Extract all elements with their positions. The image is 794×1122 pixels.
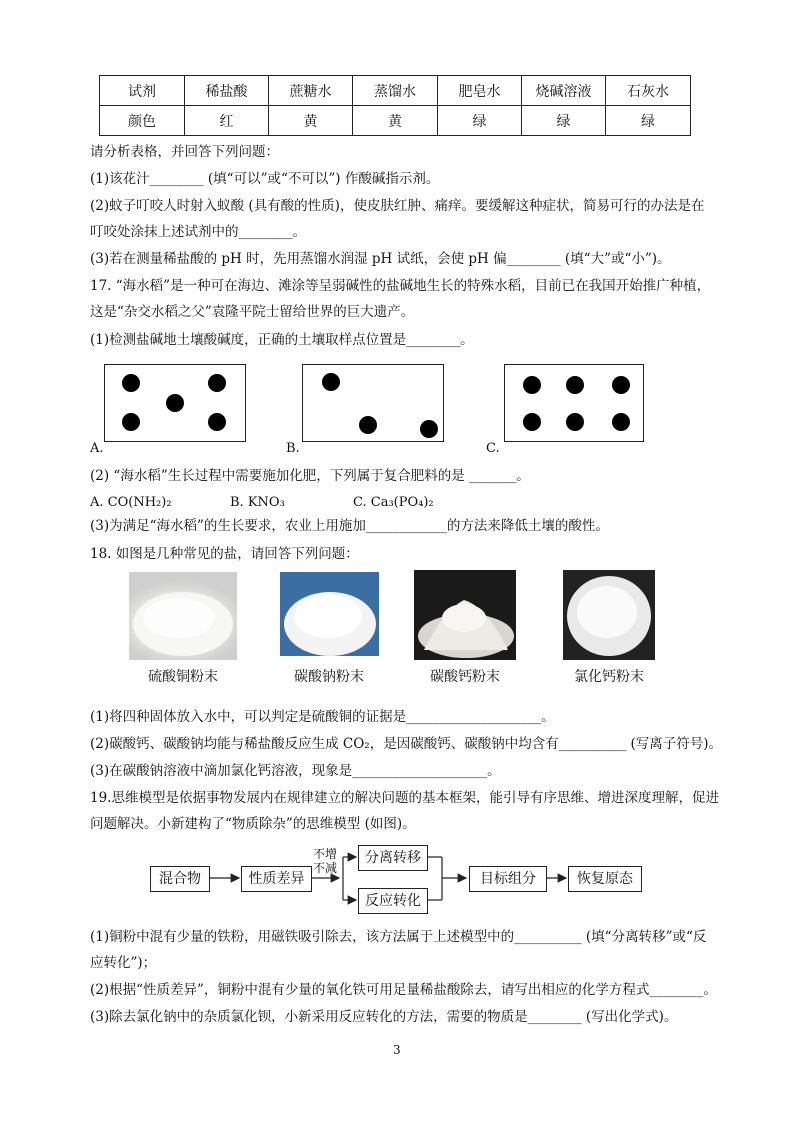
table-cell: 蔗糖水 bbox=[269, 76, 353, 106]
q17-part1: (1)检测盐碱地土壤酸碱度，正确的土壤取样点位置是________。 bbox=[90, 332, 474, 348]
flow-box-restore-state: 恢复原态 bbox=[568, 866, 642, 892]
table-cell: 烧碱溶液 bbox=[522, 76, 606, 106]
flow-label-no-reduce: 不减 bbox=[313, 861, 338, 875]
caption-copper-sulfate: 硫酸铜粉末 bbox=[148, 669, 218, 685]
q19-part3: (3)除去氯化钠中的杂质氯化钡，小新采用反应转化的方法，需要的物质是________ (写出化学式)。 bbox=[90, 1009, 678, 1025]
q17-title-line2: 这是“杂交水稻之父”袁隆平院士留给世界的巨大遗产。 bbox=[90, 304, 415, 320]
q19-title-line2: 问题解决。小新建构了“物质除杂”的思维模型 (如图)。 bbox=[90, 816, 416, 832]
q17-title-line1: 17. “海水稻”是一种可在海边、滩涂等呈弱碱性的盐碱地生长的特殊水稻，目前已在我国开始推广种植， bbox=[90, 278, 711, 294]
table-cell: 绿 bbox=[606, 106, 691, 136]
table-cell: 黄 bbox=[269, 106, 353, 136]
table-cell: 黄 bbox=[353, 106, 438, 136]
q19-title-line1: 19.思维模型是依据事物发展内在规律建立的解决问题的基本框架，能引导有序思维、增进深度理解，促进 bbox=[90, 790, 719, 806]
caption-sodium-carbonate: 碳酸钠粉末 bbox=[294, 669, 364, 685]
table-cell: 红 bbox=[185, 106, 269, 136]
q17-part2: (2) “海水稻”生长过程中需要施加化肥，下列属于复合肥料的是 _______。 bbox=[90, 468, 530, 484]
flow-box-target-component: 目标组分 bbox=[469, 866, 547, 892]
table-cell: 石灰水 bbox=[606, 76, 691, 106]
q17-part3: (3)为满足“海水稻”的生长要求，农业上用施加____________的方法来降低土壤的酸性。 bbox=[90, 518, 609, 534]
flow-box-property-difference: 性质差异 bbox=[241, 866, 312, 892]
table-row-header: 试剂 bbox=[100, 76, 185, 106]
option-a-label: A. bbox=[90, 441, 104, 456]
q17-choice-a: A. CO(NH₂)₂ bbox=[90, 495, 172, 510]
table-cell: 肥皂水 bbox=[438, 76, 522, 106]
flow-box-mixture: 混合物 bbox=[150, 866, 210, 892]
caption-calcium-carbonate: 碳酸钙粉末 bbox=[430, 669, 500, 685]
q19-part1-line2: 应转化”)； bbox=[90, 955, 157, 971]
q19-part2: (2)根据“性质差异”，铜粉中混有少量的氧化铁可用足量稀盐酸除去，请写出相应的化学方程式________。 bbox=[90, 982, 717, 998]
q18-title: 18. 如图是几种常见的盐，请回答下列问题： bbox=[90, 546, 359, 562]
q16-part2-line2: 叮咬处涂抹上述试剂中的________。 bbox=[90, 224, 306, 240]
q16-intro: 请分析表格，并回答下列问题： bbox=[90, 144, 279, 160]
table-cell: 绿 bbox=[522, 106, 606, 136]
q17-choice-b: B. KNO₃ bbox=[230, 495, 285, 510]
option-c-label: C. bbox=[486, 441, 500, 456]
q16-part3: (3)若在测量稀盐酸的 pH 时，先用蒸馏水润湿 pH 试纸，会使 pH 偏________ (填“大”或“小”)。 bbox=[90, 251, 671, 267]
flow-label-no-add: 不增 bbox=[313, 847, 338, 861]
q18-part1: (1)将四种固体放入水中，可以判定是硫酸铜的证据是____________________。 bbox=[90, 709, 555, 725]
q18-part2: (2)碳酸钙、碳酸钠均能与稀盐酸反应生成 CO₂，是因碳酸钙、碳酸钠中均含有__________ (写离子符号)。 bbox=[90, 736, 723, 752]
flow-box-reaction-conversion: 反应转化 bbox=[358, 888, 428, 914]
q17-choice-c: C. Ca₃(PO₄)₂ bbox=[353, 495, 434, 510]
flow-box-separation-transfer: 分离转移 bbox=[358, 845, 428, 871]
table-cell: 蒸馏水 bbox=[353, 76, 438, 106]
q16-part1: (1)该花汁________ (填“可以”或“不可以”) 作酸碱指示剂。 bbox=[90, 171, 440, 187]
option-b-label: B. bbox=[286, 441, 300, 456]
table-cell: 绿 bbox=[438, 106, 522, 136]
q18-part3: (3)在碳酸钠溶液中滴加氯化钙溶液，现象是____________________。 bbox=[90, 763, 501, 779]
table-row-header: 颜色 bbox=[100, 106, 185, 136]
table-cell: 稀盐酸 bbox=[185, 76, 269, 106]
q16-part2-line1: (2)蚊子叮咬人时射入蚁酸 (具有酸的性质)，使皮肤红肿、痛痒。要缓解这种症状，简易可行的办法是在 bbox=[90, 198, 705, 214]
page-number: 3 bbox=[393, 1043, 401, 1057]
caption-calcium-chloride: 氯化钙粉末 bbox=[574, 669, 644, 685]
q19-part1-line1: (1)铜粉中混有少量的铁粉，用磁铁吸引除去，该方法属于上述模型中的__________ (填“分离转移”或“反 bbox=[90, 929, 707, 945]
